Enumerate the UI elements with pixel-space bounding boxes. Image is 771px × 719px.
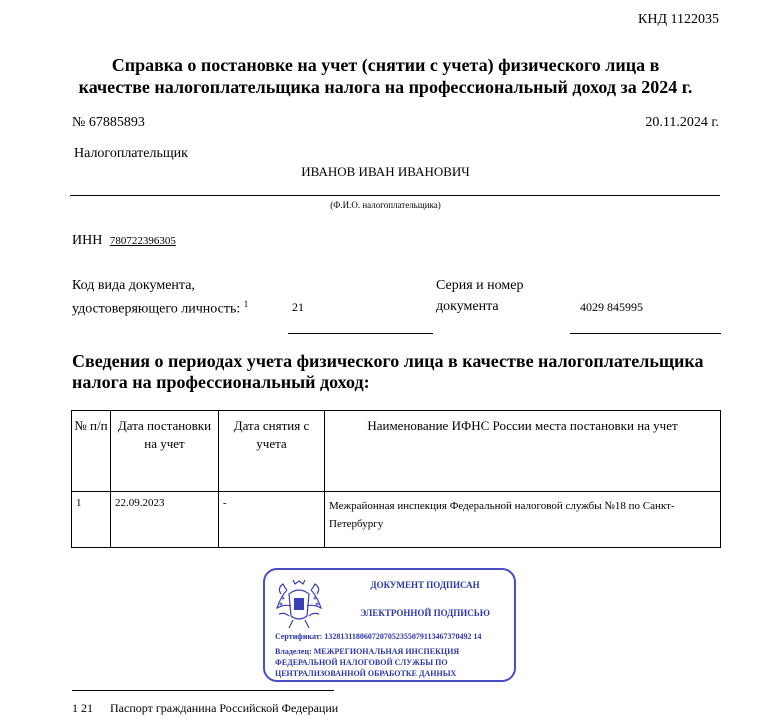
taxpayer-name: ИВАНОВ ИВАН ИВАНОВИЧ xyxy=(301,164,470,179)
doc-code-value: 21 xyxy=(292,300,304,314)
doc-series-value: 4029 845995 xyxy=(580,300,643,314)
doc-code-label-text: удостоверяющего личность: xyxy=(72,301,241,317)
cell-number: 1 xyxy=(72,492,111,548)
footnote xyxy=(72,701,338,716)
periods-table xyxy=(71,410,721,548)
stamp-title-line-2: ЭЛЕКТРОННОЙ ПОДПИСЬЮ xyxy=(360,608,490,618)
taxpayer-label: Налогоплательщик xyxy=(74,146,188,161)
doc-code-footnote-mark: 1 xyxy=(243,299,249,309)
inn-label: ИНН xyxy=(72,233,103,248)
doc-series-label-line-2: документа xyxy=(436,299,499,314)
column-header-inspection: Наименование ИФНС России места постановки на учет xyxy=(325,411,721,492)
document-title xyxy=(0,54,771,98)
periods-heading-line-1: Сведения о периодах учета физического лица в качестве налогоплательщика xyxy=(72,351,704,371)
certificate-date: 20.11.2024 г. xyxy=(645,115,719,130)
form-code: КНД 1122035 xyxy=(638,12,719,27)
taxpayer-name-caption: (Ф.И.О. налогоплательщика) xyxy=(330,200,441,210)
stamp-certificate: Сертификат: 1328131180607207052355079113467370492 14 xyxy=(275,632,482,641)
table-header-row xyxy=(72,411,721,492)
stamp-title-line-1: ДОКУМЕНТ ПОДПИСАН xyxy=(370,580,480,590)
inn-row xyxy=(72,233,176,249)
cell-start-date: 22.09.2023 xyxy=(111,492,219,548)
title-line-1: Справка о постановке на учет (снятии с учета) физического лица в xyxy=(111,55,660,75)
double-headed-eagle-icon xyxy=(271,576,327,632)
column-header-number: № п/п xyxy=(72,411,111,492)
table-row xyxy=(72,492,721,548)
doc-code-label-line-1: Код вида документа, xyxy=(72,278,195,293)
inn-value: 780722396305 xyxy=(109,235,176,247)
certificate-number: № 67885893 xyxy=(72,115,145,130)
cell-inspection: Межрайонная инспекция Федеральной налоговой службы №18 по Санкт-Петербургу xyxy=(325,492,721,548)
title-line-2: качестве налогоплательщика налога на профессиональный доход за 2024 г. xyxy=(78,77,693,97)
stamp-owner-line-1: Владелец: МЕЖРЕГИОНАЛЬНАЯ ИНСПЕКЦИЯ xyxy=(275,647,460,656)
doc-code-underline xyxy=(288,333,433,334)
stamp-owner-line-2: ФЕДЕРАЛЬНОЙ НАЛОГОВОЙ СЛУЖБЫ ПО xyxy=(275,658,448,667)
footnote-text: Паспорт гражданина Российской Федерации xyxy=(110,701,339,715)
cell-end-date: - xyxy=(219,492,325,548)
periods-heading xyxy=(72,351,704,393)
stamp-owner-line-3: ЦЕНТРАЛИЗОВАННОЙ ОБРАБОТКЕ ДАННЫХ xyxy=(275,669,457,678)
doc-code-label-line-2 xyxy=(72,299,248,318)
column-header-end-date: Дата снятия с учета xyxy=(219,411,325,492)
doc-series-underline xyxy=(570,333,721,334)
footnote-number: 1 21 xyxy=(72,701,93,715)
column-header-start-date: Дата постановки на учет xyxy=(111,411,219,492)
footnote-separator xyxy=(72,690,334,691)
periods-heading-line-2: налога на профессиональный доход: xyxy=(72,372,370,392)
doc-series-label-line-1: Серия и номер xyxy=(436,278,524,293)
taxpayer-name-underline xyxy=(70,195,720,196)
stamp-owner xyxy=(275,646,459,679)
electronic-signature-stamp xyxy=(263,568,516,682)
